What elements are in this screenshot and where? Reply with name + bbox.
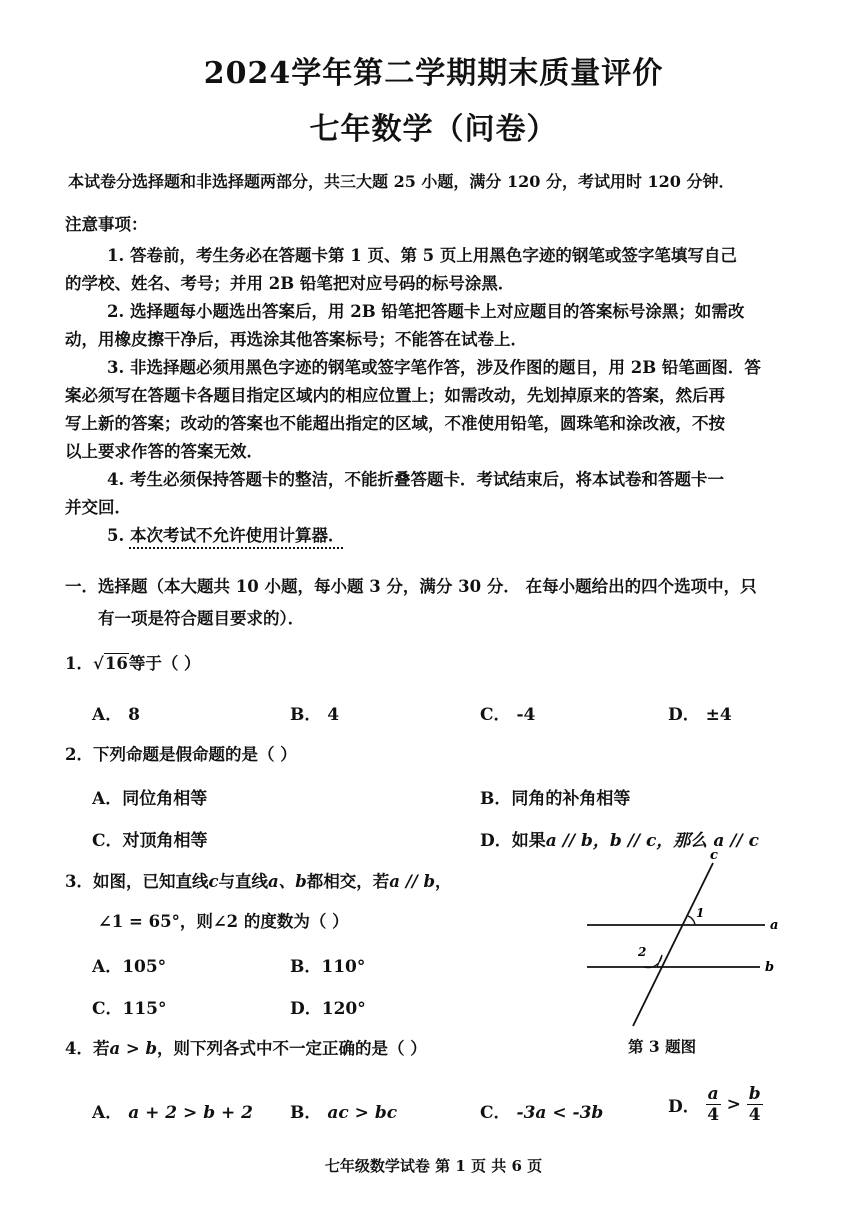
fraction-right — [747, 1084, 763, 1125]
page-subtitle: 七年数学（问卷） — [309, 112, 558, 147]
exam-intro: 本试卷分选择题和非选择题两部分，共三大题 25 小题，满分 120 分，考试用时 120 分钟． — [68, 172, 735, 191]
q3-text: 与直线 — [218, 872, 269, 891]
angle-2-arc — [644, 955, 662, 968]
q4-text: 4．若 — [65, 1039, 110, 1058]
angle-1-arc — [688, 916, 695, 925]
q3-text: 3．如图，已知直线 — [65, 872, 209, 891]
q4-option-a-math: a + 2 > b + 2 — [128, 1103, 254, 1123]
notes-heading: 注意事项： — [65, 215, 148, 234]
q3-option-d[interactable]: D．120° — [290, 999, 366, 1019]
page-footer: 七年级数学试卷 第 1 页 共 6 页 — [324, 1157, 543, 1175]
page-title: 2024学年第二学期期末质量评价 — [203, 56, 664, 91]
q4-option-a[interactable] — [92, 1098, 253, 1123]
section-1-heading-cont: 有一项是符合题目要求的）． — [98, 609, 305, 628]
note-line: 3. 非选择题必须用黑色字迹的钢笔或签字笔作答，涉及作图的题目，用 2B 铅笔画图．答 — [107, 358, 761, 377]
figure-caption: 第 3 题图 — [628, 1037, 697, 1056]
q3-text: 都相交，若 — [306, 872, 390, 891]
question-2-stem: 2．下列命题是假命题的是（ ） — [65, 745, 297, 764]
sqrt-expression: √16 — [92, 654, 128, 673]
q2-option-c[interactable]: C．对顶角相等 — [92, 831, 208, 851]
q4-option-c-math: -3a < -3b — [516, 1103, 604, 1123]
question-1-stem — [65, 650, 201, 674]
label-c: c — [710, 848, 718, 863]
q4-option-d-label: D． — [668, 1097, 700, 1117]
note-line: 2. 选择题每小题选出答案后，用 2B 铅笔把答题卡上对应题目的答案标号涂黑；如需改 — [107, 302, 745, 321]
label-a: a — [770, 918, 779, 933]
question-1-text: 等于（ ） — [128, 654, 201, 673]
label-b: b — [765, 960, 775, 975]
note-line: 以上要求作答的答案无效． — [65, 442, 263, 461]
q4-option-b-label: B． — [290, 1103, 322, 1123]
note-line: 写上新的答案；改动的答案也不能超出指定的区域，不准使用铅笔，圆珠笔和涂改液，不按 — [65, 414, 725, 433]
q1-option-a[interactable]: A． 8 — [92, 705, 140, 725]
q4-option-d[interactable] — [668, 1084, 763, 1125]
note-line: 并交回． — [65, 498, 131, 517]
question-4-stem — [65, 1035, 427, 1059]
note-5-text: 本次考试不允许使用计算器． — [129, 526, 345, 545]
note-line: 4. 考生必须保持答题卡的整洁，不能折叠答题卡．考试结束后，将本试卷和答题卡一 — [107, 470, 724, 489]
q2-option-a[interactable]: A．同位角相等 — [92, 789, 208, 809]
operator: > — [726, 1094, 741, 1115]
label-angle-2: 2 — [638, 945, 647, 959]
section-1-heading: 一．选择题（本大题共 10 小题，每小题 3 分，满分 30 分． 在每小题给出的四个选项中，只 — [65, 577, 757, 596]
note-5-number: 5. — [107, 526, 130, 545]
q3-option-c[interactable]: C．115° — [92, 999, 167, 1019]
q2-option-b[interactable]: B．同角的补角相等 — [480, 789, 631, 809]
question-3-stem — [65, 868, 452, 892]
q3-text: ， — [435, 872, 452, 891]
fraction-left — [706, 1084, 721, 1125]
q2-option-d-math: a // b，b // c，那么 a // c — [545, 831, 759, 851]
q4-option-b-math: ac > bc — [327, 1103, 398, 1123]
q1-option-d[interactable]: D． ±4 — [668, 705, 732, 725]
numerator: a — [707, 1084, 719, 1104]
q4-option-c[interactable] — [480, 1098, 603, 1123]
q3-option-a[interactable]: A．105° — [92, 957, 167, 977]
q4-option-c-label: C． — [480, 1103, 511, 1123]
note-line: 的学校、姓名、考号；并用 2B 铅笔把对应号码的标号涂黑． — [65, 274, 515, 293]
note-line: 案必须写在答题卡各题目指定区域内的相应位置上；如需改动，先划掉原来的答案，然后再 — [65, 386, 725, 405]
q1-option-c[interactable]: C． -4 — [480, 705, 536, 725]
question-1-number: 1． — [65, 654, 93, 673]
q3-parallel: a // b — [389, 872, 436, 891]
note-line: 动，用橡皮擦干净后，再选涂其他答案标号；不能答在试卷上． — [65, 330, 527, 349]
q3-line-c: c — [208, 872, 219, 891]
q3-figure — [575, 848, 790, 1033]
note-line-5 — [107, 522, 344, 546]
denominator: 4 — [748, 1105, 761, 1125]
numerator: b — [748, 1084, 761, 1104]
q4-option-a-label: A． — [92, 1103, 123, 1123]
q4-text: ，则下列各式中不一定正确的是（ ） — [157, 1039, 427, 1058]
q1-option-b[interactable]: B． 4 — [290, 705, 340, 725]
label-angle-1: 1 — [696, 906, 705, 920]
note-line: 1. 答卷前，考生务必在答题卡第 1 页、第 5 页上用黑色字迹的钢笔或签字笔填写自己 — [107, 246, 737, 265]
radicand: 16 — [104, 654, 128, 673]
denominator: 4 — [707, 1105, 720, 1125]
q4-condition: a > b — [109, 1039, 158, 1058]
q4-option-b[interactable] — [290, 1098, 397, 1123]
question-3-stem-cont: ∠1 = 65°，则∠2 的度数为（ ） — [98, 912, 349, 931]
q2-option-d-label: D．如果 — [480, 831, 546, 851]
q3-lines-ab: a、b — [268, 872, 307, 891]
q3-option-b[interactable]: B．110° — [290, 957, 366, 977]
